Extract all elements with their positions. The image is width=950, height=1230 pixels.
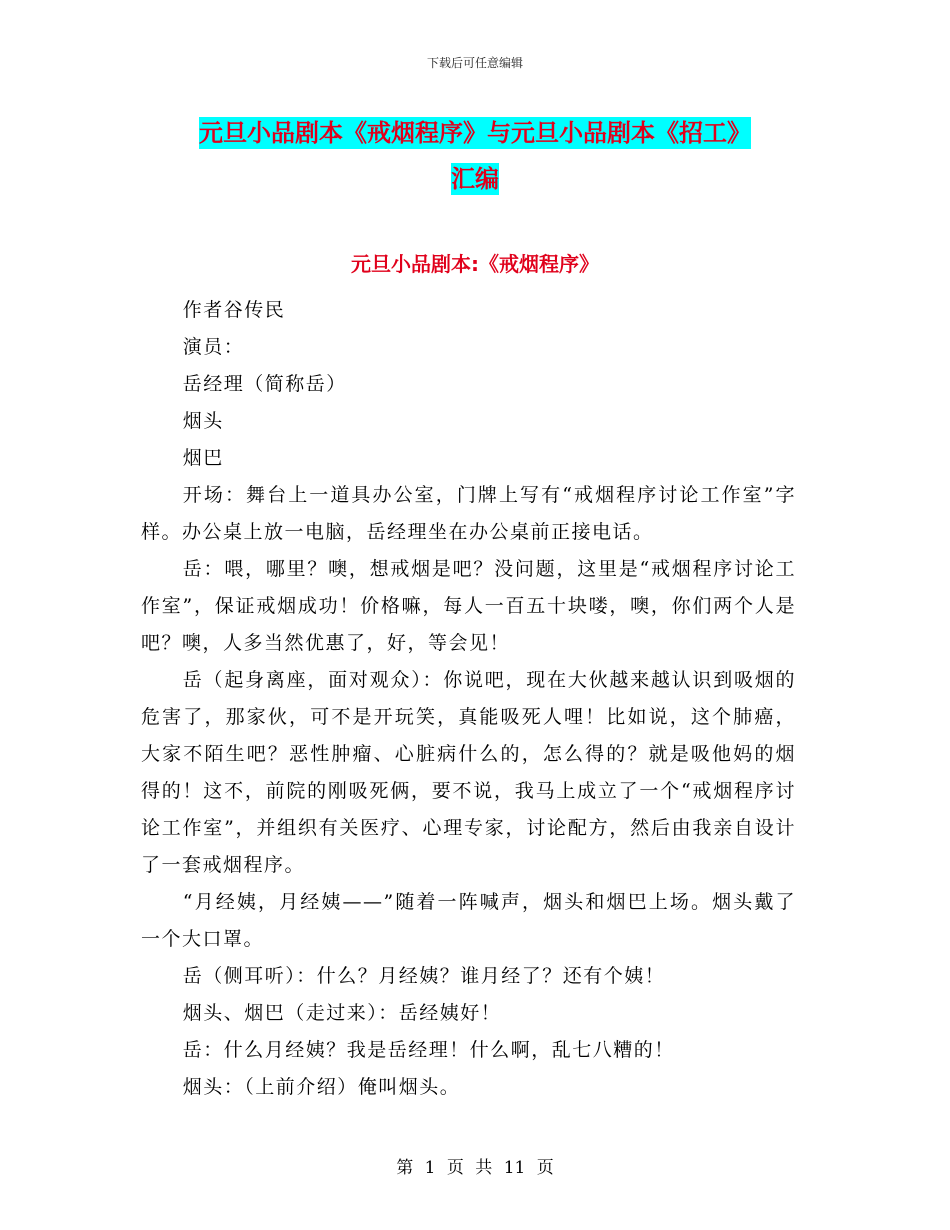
script-body — [141, 292, 796, 1106]
document-title — [0, 110, 950, 202]
paragraph: 演员： — [182, 336, 245, 358]
page-footer: 第 1 页 共 11 页 — [396, 1158, 554, 1178]
paragraph: 岳：喂，哪里？噢，想戒烟是吧？没问题，这里是“戒烟程序讨论工作室”，保证戒烟成功！价格嘛，每人一百五十块喽，噢，你们两个人是吧？噢，人多当然优惠了，好，等会见！ — [141, 558, 796, 654]
paragraph: 岳（侧耳听）：什么？月经姨？谁月经了？还有个姨！ — [182, 965, 666, 987]
header-note: 下载后可任意编辑 — [426, 56, 523, 70]
paragraph: “月经姨，月经姨——”随着一阵喊声，烟头和烟巴上场。烟头戴了一个大口罩。 — [141, 891, 796, 950]
paragraph: 烟巴 — [182, 447, 224, 469]
section-title: 元旦小品剧本:《戒烟程序》 — [351, 252, 599, 276]
document-title-line-2: 汇编 — [451, 165, 499, 193]
paragraph: 烟头、烟巴（走过来）：岳经姨好！ — [182, 1002, 502, 1024]
paragraph: 岳（起身离座，面对观众）：你说吧，现在大伙越来越认识到吸烟的危害了，那家伙，可不是开玩笑，真能吸死人哩！比如说，这个肺癌，大家不陌生吧？恶性肿瘤、心脏病什么的，怎么得的？就是吸他妈的烟得的！这不，前院的刚吸死俩，要不说，我马上成立了一个“戒烟程序讨论工作室”，并组织有关医疗、心理专家，讨论配方，然后由我亲自设计了一套戒烟程序。 — [141, 669, 796, 876]
paragraph: 岳经理（简称岳） — [182, 373, 347, 395]
paragraph: 烟头：（上前介绍）俺叫烟头。 — [182, 1076, 461, 1098]
paragraph: 烟头 — [182, 410, 224, 432]
paragraph: 岳：什么月经姨？我是岳经理！什么啊，乱七八糟的！ — [182, 1039, 675, 1061]
paragraph: 作者谷传民 — [182, 299, 286, 321]
document-title-line-1: 元旦小品剧本《戒烟程序》与元旦小品剧本《招工》 — [199, 119, 751, 147]
paragraph: 开场：舞台上一道具办公室，门牌上写有“戒烟程序讨论工作室”字样。办公桌上放一电脑，岳经理坐在办公桌前正接电话。 — [141, 484, 796, 543]
